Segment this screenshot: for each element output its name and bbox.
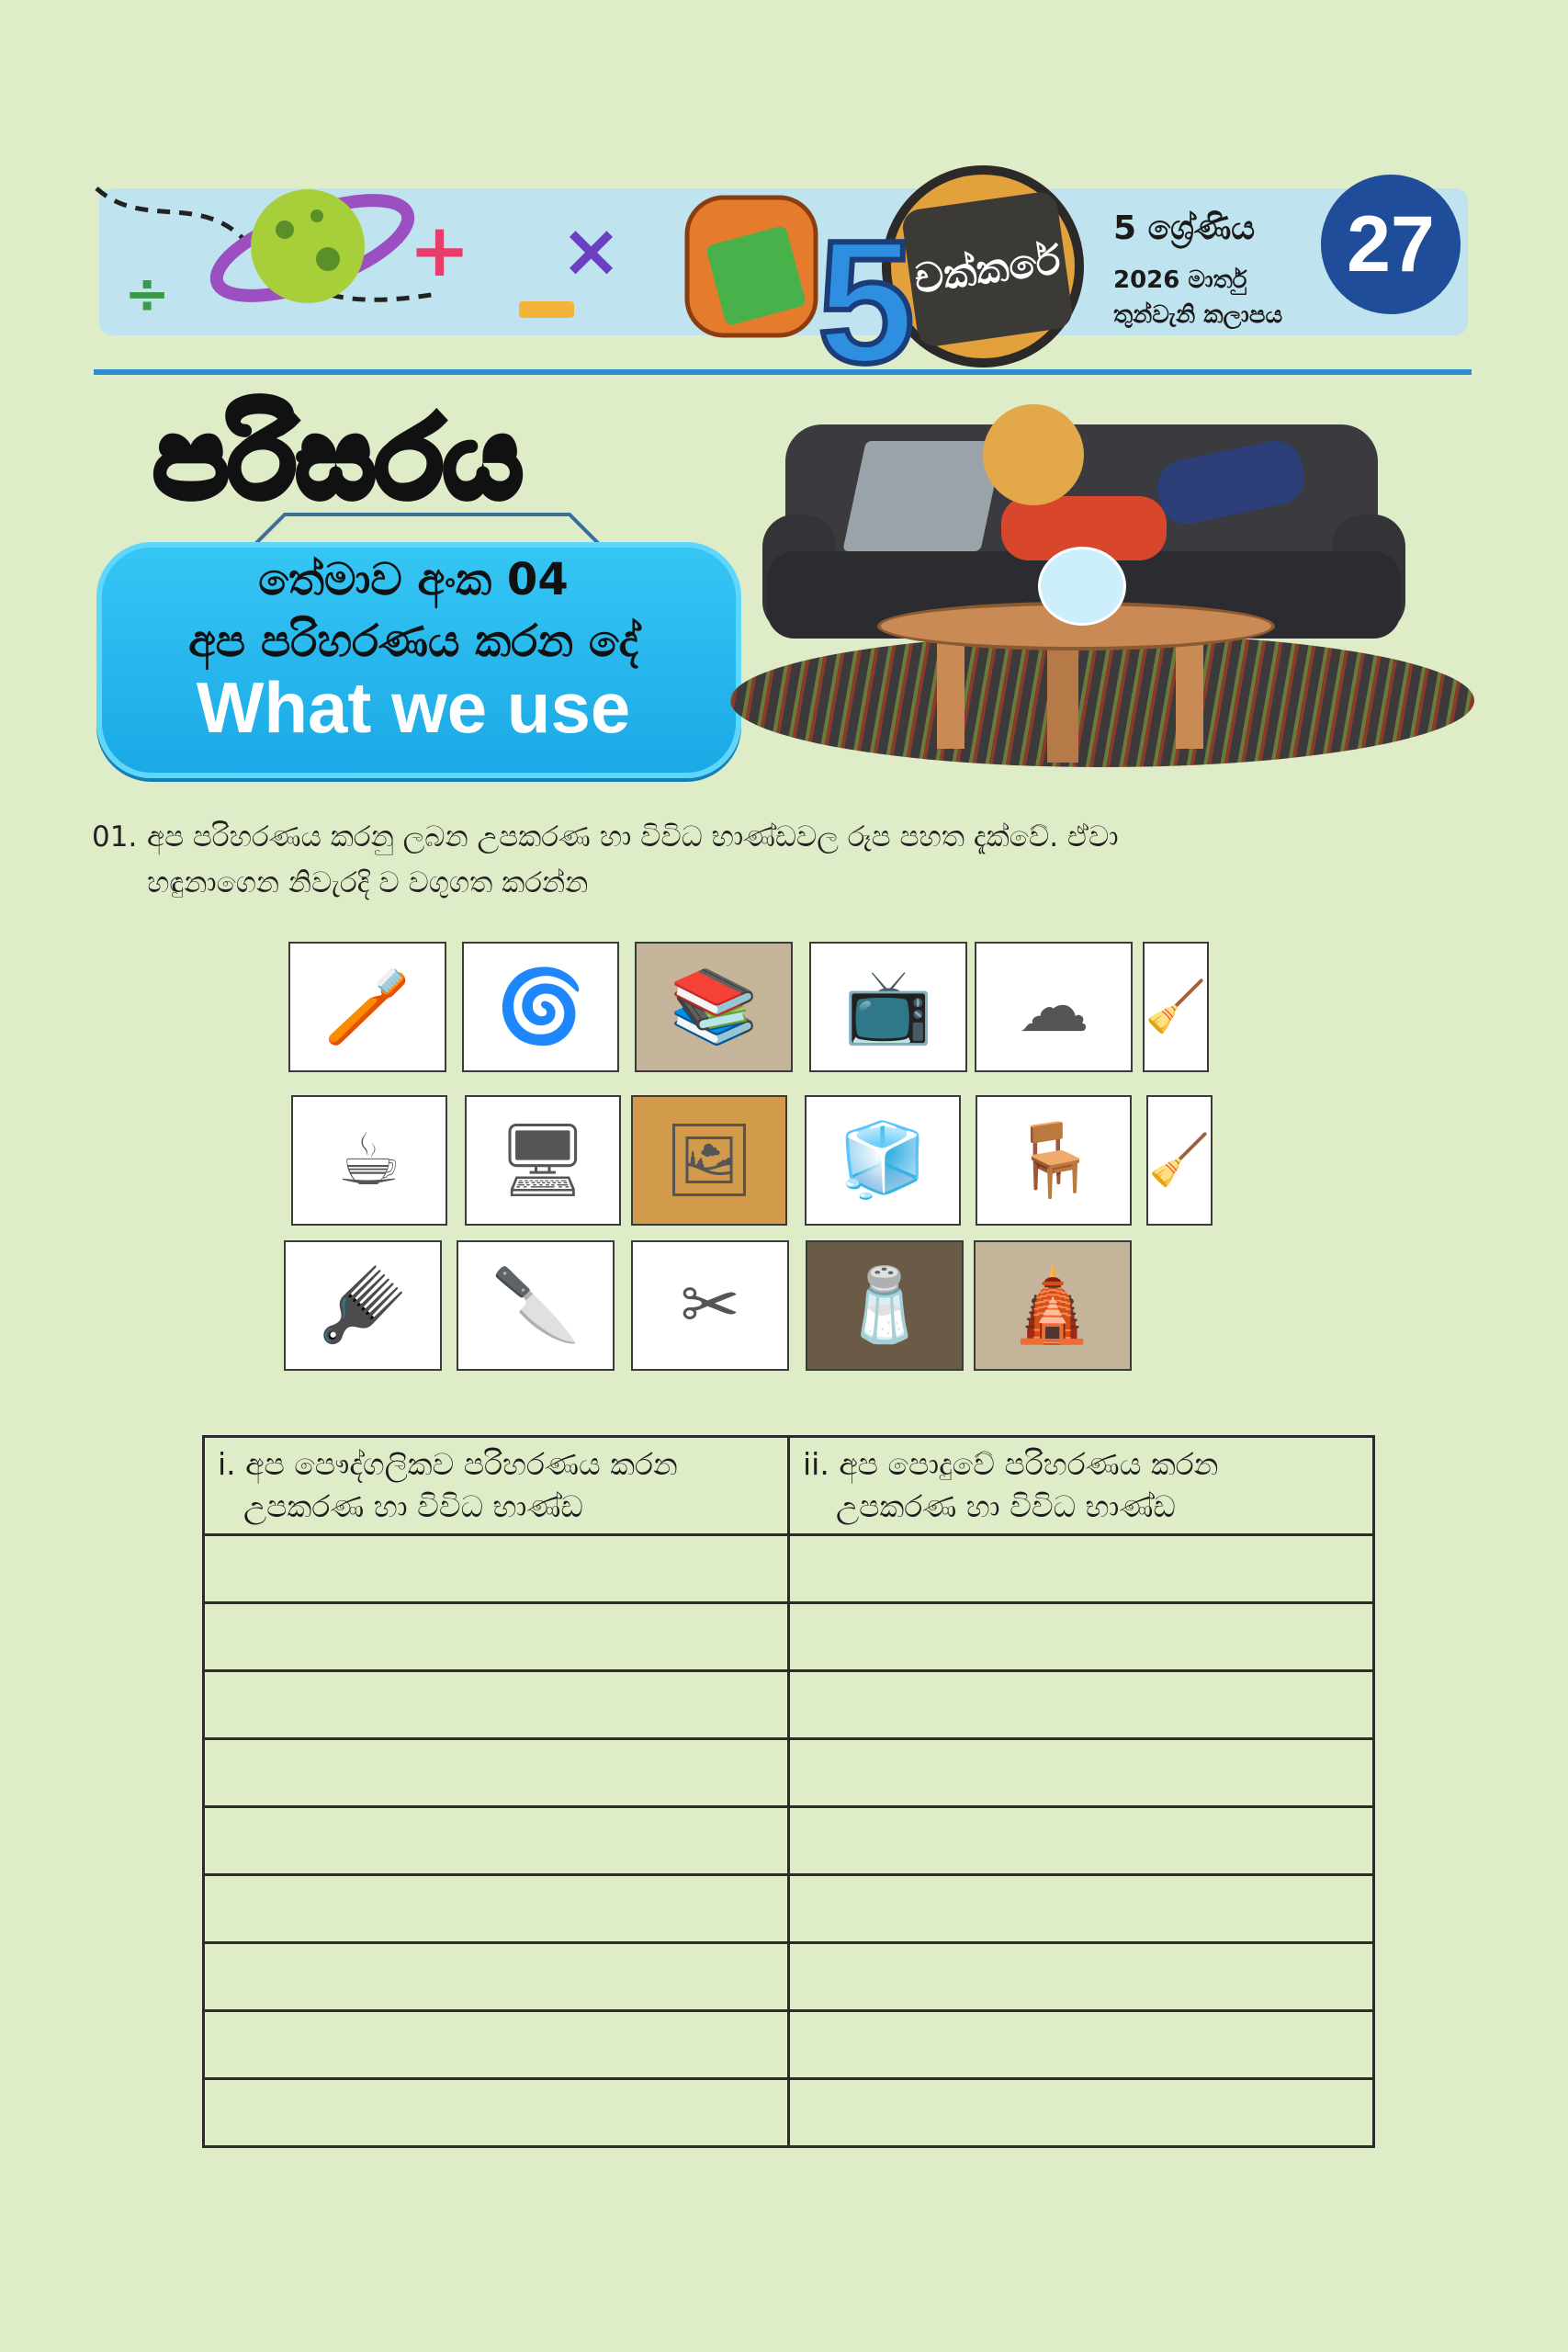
svg-text:÷: ÷ <box>124 262 171 326</box>
math-decoration-icon <box>87 175 623 358</box>
subject-title: පරිසරය <box>154 395 525 522</box>
personal-item-cell[interactable] <box>204 1603 789 1671</box>
refrigerator-icon: 🧊 <box>838 1119 928 1202</box>
backpack-icon <box>669 161 834 345</box>
table-row <box>204 2079 1374 2147</box>
table-row <box>204 1671 1374 1739</box>
stupa-temple-image <box>974 1240 1132 1371</box>
fishbowl-icon <box>1038 547 1126 626</box>
theme-number: තේමාව අංක 04 <box>258 554 569 605</box>
svg-text:+: + <box>409 208 471 293</box>
toothbrush-icon: 🪥 <box>322 966 412 1048</box>
library-icon: 📚 <box>669 966 759 1048</box>
table-row <box>204 1603 1374 1671</box>
television-image <box>809 942 967 1072</box>
comb-icon: 🪮 <box>318 1264 408 1347</box>
scissors-icon: ✂ <box>680 1264 740 1347</box>
salt-packet-icon: 🧂 <box>840 1264 930 1347</box>
public-item-cell[interactable] <box>789 2079 1374 2147</box>
semester-label: තුන්වැනි කලාපය <box>1113 301 1283 329</box>
personal-item-cell[interactable] <box>204 2079 789 2147</box>
library-image <box>635 942 793 1072</box>
television-icon: 📺 <box>843 966 933 1048</box>
personal-item-cell[interactable] <box>204 1739 789 1807</box>
table-header-row <box>204 1437 1374 1535</box>
personal-item-cell[interactable] <box>204 1535 789 1603</box>
stupa-temple-icon: 🛕 <box>1008 1264 1098 1347</box>
mascot-label: චක්කරේ <box>900 190 1074 348</box>
personal-items-header-line1: i. අප පෞද්ගලිකව පරිහරණය කරන <box>218 1446 678 1482</box>
personal-item-cell[interactable] <box>204 2011 789 2079</box>
long-broom-icon: 🧹 <box>1148 1131 1211 1189</box>
girl-head-illustration <box>983 404 1084 505</box>
header-divider <box>94 369 1472 375</box>
public-item-cell[interactable] <box>789 2011 1374 2079</box>
personal-items-header <box>204 1437 789 1535</box>
comb-image <box>284 1240 442 1371</box>
answer-table <box>202 1435 1375 2148</box>
computer-image <box>465 1095 621 1226</box>
fan-icon: 🌀 <box>495 966 586 1048</box>
svg-text:×: × <box>560 208 623 293</box>
question-text-line1: අප පරිහරණය කරනු ලබන උපකරණ හා විවිධ භාණ්ඩවල රූප පහත දැක්වේ. ඒවා <box>147 820 1119 854</box>
date-label: 2026 මාර්තු <box>1113 266 1247 294</box>
question-number: 01. <box>92 820 138 854</box>
toothbrush-image <box>288 942 446 1072</box>
public-item-cell[interactable] <box>789 1603 1374 1671</box>
mascot-number: 5 <box>818 205 915 400</box>
table-row <box>204 1739 1374 1807</box>
pillow-image <box>975 942 1133 1072</box>
scissors-image <box>631 1240 789 1371</box>
public-items-header-line2: උපකරණ හා විවිධ භාණ්ඩ <box>836 1488 1176 1524</box>
question-text-line2: හඳුනාගෙන නිවැරදි ව වගුගත කරන්න <box>147 866 589 899</box>
plate-and-mug-icon: ☕ <box>337 1119 401 1202</box>
knife-image <box>457 1240 615 1371</box>
public-items-header-line1: ii. අප පොදුවේ පරිහරණය කරන <box>803 1446 1219 1482</box>
salt-packet-image <box>806 1240 964 1371</box>
knife-icon: 🔪 <box>491 1264 581 1347</box>
personal-item-cell[interactable] <box>204 1671 789 1739</box>
theme-title-sinhala: අප පරිහරණය කරන දේ <box>188 616 638 667</box>
desk-and-chair-icon: 🪑 <box>1009 1119 1099 1202</box>
personal-item-cell[interactable] <box>204 1807 789 1875</box>
theme-title-english: What we use <box>196 667 631 748</box>
table-row <box>204 1943 1374 2011</box>
public-item-cell[interactable] <box>789 1875 1374 1943</box>
refrigerator-image <box>805 1095 961 1226</box>
table-row <box>204 1807 1374 1875</box>
fresco-painting-image <box>631 1095 787 1226</box>
broom-icon: 🧹 <box>1145 978 1207 1035</box>
table-row <box>204 2011 1374 2079</box>
personal-items-header-line2: උපකරණ හා විවිධ භාණ්ඩ <box>243 1488 583 1524</box>
fresco-painting-icon: 🖼 <box>663 1119 755 1202</box>
table-leg <box>937 639 964 749</box>
long-broom-image <box>1146 1095 1213 1226</box>
rug-illustration <box>730 634 1474 767</box>
desk-and-chair-image <box>976 1095 1132 1226</box>
computer-icon: 🖥 <box>497 1119 589 1202</box>
fan-image <box>462 942 619 1072</box>
pillow-icon: ☁ <box>1018 966 1089 1048</box>
table-row <box>204 1875 1374 1943</box>
personal-item-cell[interactable] <box>204 1875 789 1943</box>
laptop-icon <box>842 441 1004 551</box>
public-items-header <box>789 1437 1374 1535</box>
plate-and-mug-image <box>291 1095 447 1226</box>
public-item-cell[interactable] <box>789 1739 1374 1807</box>
page-number-badge: 27 <box>1321 175 1461 314</box>
broom-image <box>1143 942 1209 1072</box>
public-item-cell[interactable] <box>789 1671 1374 1739</box>
personal-item-cell[interactable] <box>204 1943 789 2011</box>
public-item-cell[interactable] <box>789 1807 1374 1875</box>
table-leg <box>1047 643 1078 763</box>
public-item-cell[interactable] <box>789 1943 1374 2011</box>
table-leg <box>1176 639 1203 749</box>
public-item-cell[interactable] <box>789 1535 1374 1603</box>
grade-label: 5 ශ්‍රේණිය <box>1113 209 1256 247</box>
table-row <box>204 1535 1374 1603</box>
